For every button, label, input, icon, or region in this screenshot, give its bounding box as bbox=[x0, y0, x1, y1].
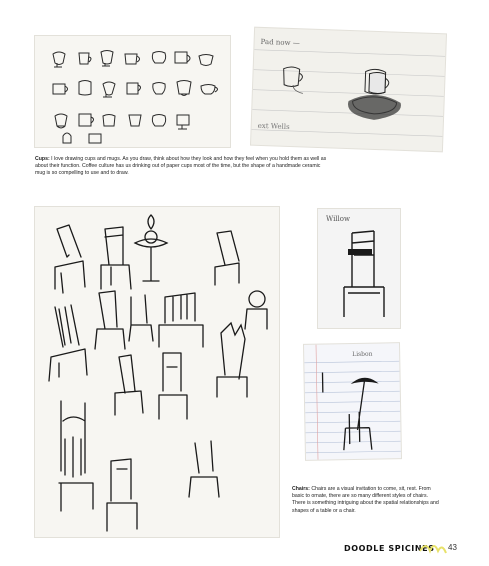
page-number: 43 bbox=[448, 543, 457, 552]
chair-notebook-sketch-top bbox=[318, 209, 400, 328]
chairs-drawing bbox=[35, 207, 279, 537]
chairs-caption-heading: Chairs: bbox=[292, 486, 310, 492]
cups-caption-heading: Cups: bbox=[35, 156, 50, 162]
yellow-doodle-icon bbox=[418, 537, 448, 557]
chairs-sketch-image bbox=[35, 207, 279, 537]
chairs-caption-text: Chairs are a visual invitation to come, sit, rest. From basic to ornate, there are so many different styles of chairs. There is something intriguing about the spatial relationships and shapes of a table or a chair. bbox=[292, 486, 439, 514]
book-title-footer: DOODLE SPICINES bbox=[344, 544, 435, 553]
chair-top-drawing bbox=[318, 209, 400, 328]
chair-top-note: Willow bbox=[326, 215, 350, 223]
chair-notebook-sketch-bottom bbox=[304, 343, 401, 460]
notebook-cup-sketch-image bbox=[251, 28, 446, 152]
notebook-cup-drawing bbox=[251, 28, 446, 152]
chairs-caption bbox=[292, 486, 442, 515]
cups-sketch-image bbox=[35, 36, 230, 147]
cup-page-bottom-note: ext Wells bbox=[257, 121, 290, 131]
cup-page-top-note: Pad now — bbox=[260, 37, 300, 48]
chair-bottom-drawing bbox=[304, 343, 401, 460]
chair-bottom-note: Lisbon bbox=[352, 350, 373, 358]
cups-caption-text: I love drawing cups and mugs. As you draw, think about how they look and how they feel when you hold them as well as about their function. Coffee culture has us drinking out of paper cups most of the time, but the shape of a handmade ceramic mug is so compelling to use and to draw. bbox=[35, 156, 327, 177]
cups-caption bbox=[35, 156, 330, 178]
cups-drawing bbox=[35, 36, 230, 147]
